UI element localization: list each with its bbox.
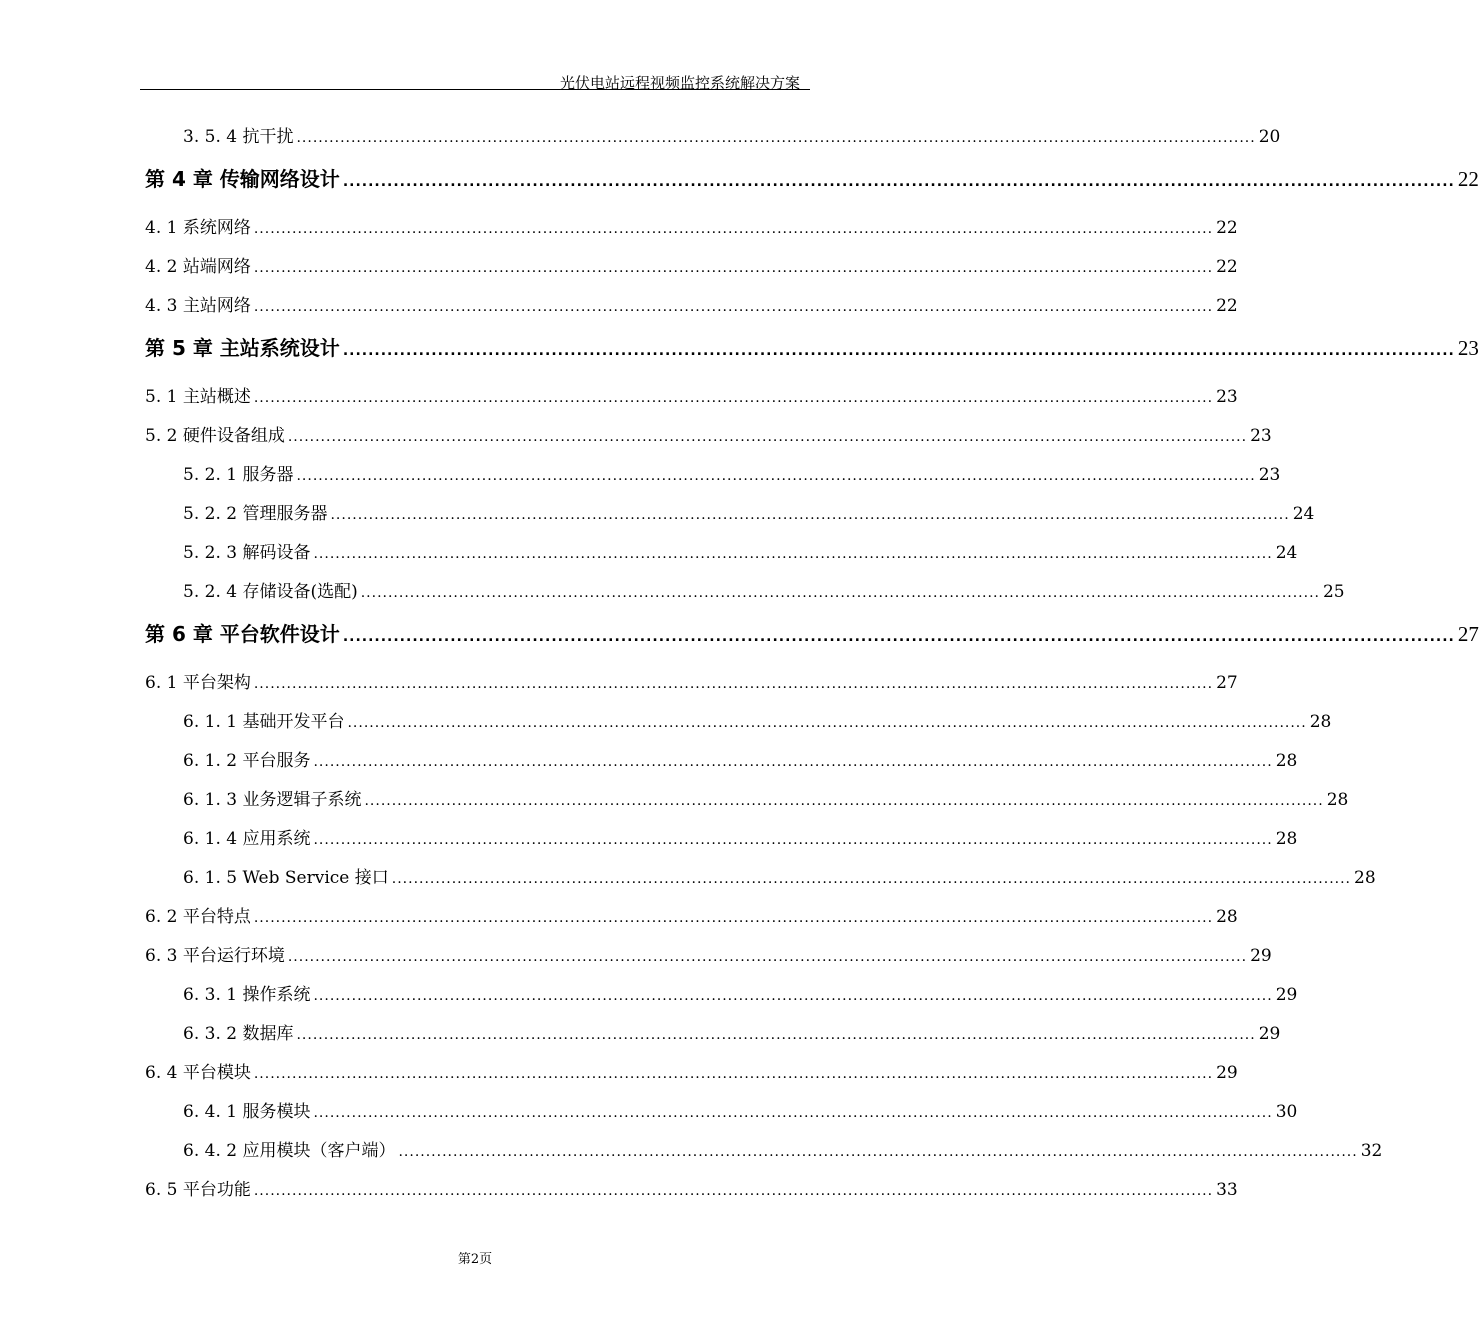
- toc-entry-label: 6. 3. 2 数据库: [183, 1024, 294, 1044]
- toc-leader-dots: ................................................................................................................................................................................: [253, 221, 1214, 237]
- toc-entry-5-2-2: [183, 499, 1315, 524]
- toc-entry-label: 4. 2 站端网络: [145, 257, 251, 277]
- toc-leader-dots: ................................................................................................................................................................................: [342, 174, 1455, 190]
- page-number: 第2页: [457, 1252, 493, 1267]
- toc-entry-page: 24: [1292, 504, 1315, 524]
- toc-chapter-4: [145, 163, 1479, 192]
- toc-entry-page: 27: [1457, 622, 1479, 646]
- toc-entry-page: 23: [1216, 387, 1238, 407]
- toc-entry-page: 30: [1275, 1102, 1298, 1122]
- toc-leader-dots: ................................................................................................................................................................................: [253, 260, 1214, 276]
- toc-leader-dots: ................................................................................................................................................................................: [287, 949, 1248, 965]
- toc-entry-label: 5. 2. 2 管理服务器: [183, 504, 328, 524]
- toc-entry-page: 22: [1457, 167, 1479, 191]
- toc-entry-page: 29: [1250, 946, 1272, 966]
- toc-leader-dots: ................................................................................................................................................................................: [330, 507, 1290, 523]
- toc-leader-dots: ................................................................................................................................................................................: [398, 1144, 1358, 1160]
- toc-entry-label: 5. 2 硬件设备组成: [145, 426, 285, 446]
- toc-leader-dots: ................................................................................................................................................................................: [347, 715, 1307, 731]
- toc-entry-label: 3. 5. 4 抗干扰: [183, 127, 294, 147]
- toc-entry-6-4-2: [183, 1136, 1383, 1161]
- toc-entry-label: 6. 4 平台模块: [145, 1063, 251, 1083]
- toc-entry-page: 28: [1309, 712, 1332, 732]
- toc-entry-6-3-1: [183, 980, 1298, 1005]
- toc-entry-label: 5. 2. 1 服务器: [183, 465, 294, 485]
- toc-entry-5-2: [145, 421, 1272, 446]
- toc-entry-6-4-1: [183, 1097, 1298, 1122]
- toc-leader-dots: ................................................................................................................................................................................: [313, 988, 1273, 1004]
- toc-entry-5-1: [145, 382, 1238, 407]
- toc-entry-label: 4. 3 主站网络: [145, 296, 251, 316]
- header-divider: [140, 89, 810, 90]
- toc-entry-page: 29: [1275, 985, 1298, 1005]
- toc-entry-6-3: [145, 941, 1272, 966]
- document-header-title: 光伏电站远程视频监控系统解决方案: [559, 74, 800, 92]
- toc-entry-6-1-3: [183, 785, 1349, 810]
- toc-leader-dots: ................................................................................................................................................................................: [296, 468, 1256, 484]
- toc-entry-6-1: [145, 668, 1238, 693]
- toc-entry-5-2-4: [183, 577, 1345, 602]
- toc-leader-dots: ................................................................................................................................................................................: [360, 585, 1320, 601]
- toc-entry-label: 6. 1. 5 Web Service 接口: [183, 868, 389, 888]
- toc-entry-6-5: [145, 1175, 1238, 1200]
- toc-entry-6-2: [145, 902, 1238, 927]
- toc-entry-page: 28: [1326, 790, 1349, 810]
- toc-entry-label: 6. 1. 2 平台服务: [183, 751, 311, 771]
- toc-chapter-6: [145, 618, 1479, 647]
- toc-leader-dots: ................................................................................................................................................................................: [296, 1027, 1256, 1043]
- toc-leader-dots: ................................................................................................................................................................................: [253, 676, 1214, 692]
- toc-leader-dots: ................................................................................................................................................................................: [296, 130, 1256, 146]
- toc-entry-page: 28: [1275, 829, 1298, 849]
- toc-entry-5-2-1: [183, 460, 1281, 485]
- toc-leader-dots: ................................................................................................................................................................................: [364, 793, 1324, 809]
- toc-entry-6-4: [145, 1058, 1238, 1083]
- toc-entry-label: 6. 1. 1 基础开发平台: [183, 712, 345, 732]
- toc-entry-label: 6. 1. 4 应用系统: [183, 829, 311, 849]
- toc-entry-page: 22: [1216, 257, 1238, 277]
- toc-leader-dots: ................................................................................................................................................................................: [253, 1183, 1214, 1199]
- toc-entry-page: 20: [1258, 127, 1281, 147]
- toc-entry-page: 33: [1216, 1180, 1238, 1200]
- toc-entry-4-2: [145, 252, 1238, 277]
- toc-entry-page: 27: [1216, 673, 1238, 693]
- toc-entry-3-5-4: [183, 122, 1281, 147]
- toc-entry-label: 6. 4. 2 应用模块（客户端）: [183, 1141, 396, 1161]
- toc-entry-page: 32: [1360, 1141, 1383, 1161]
- toc-leader-dots: ................................................................................................................................................................................: [342, 343, 1455, 359]
- toc-entry-label: 6. 4. 1 服务模块: [183, 1102, 311, 1122]
- toc-leader-dots: ................................................................................................................................................................................: [253, 910, 1214, 926]
- toc-entry-page: 25: [1322, 582, 1345, 602]
- toc-leader-dots: ................................................................................................................................................................................: [342, 629, 1455, 645]
- toc-entry-label: 5. 1 主站概述: [145, 387, 251, 407]
- toc-leader-dots: ................................................................................................................................................................................: [253, 299, 1214, 315]
- toc-entry-label: 6. 3 平台运行环境: [145, 946, 285, 966]
- toc-leader-dots: ................................................................................................................................................................................: [313, 1105, 1273, 1121]
- toc-entry-label: 6. 3. 1 操作系统: [183, 985, 311, 1005]
- toc-entry-6-1-5: [183, 863, 1376, 888]
- toc-entry-label: 6. 5 平台功能: [145, 1180, 251, 1200]
- toc-entry-page: 23: [1457, 336, 1479, 360]
- toc-entry-label: 5. 2. 4 存储设备(选配): [183, 582, 358, 602]
- toc-leader-dots: ................................................................................................................................................................................: [287, 429, 1248, 445]
- toc-entry-label: 4. 1 系统网络: [145, 218, 251, 238]
- toc-entry-label: 第 5 章 主站系统设计: [145, 336, 340, 360]
- toc-entry-page: 24: [1275, 543, 1298, 563]
- toc-entry-6-1-2: [183, 746, 1298, 771]
- toc-entry-label: 第 6 章 平台软件设计: [145, 622, 340, 646]
- toc-entry-page: 23: [1250, 426, 1272, 446]
- toc-entry-page: 23: [1258, 465, 1281, 485]
- toc-entry-page: 28: [1216, 907, 1238, 927]
- toc-entry-6-3-2: [183, 1019, 1281, 1044]
- toc-entry-label: 第 4 章 传输网络设计: [145, 167, 340, 191]
- toc-entry-label: 6. 1. 3 业务逻辑子系统: [183, 790, 362, 810]
- toc-entry-page: 29: [1216, 1063, 1238, 1083]
- toc-leader-dots: ................................................................................................................................................................................: [313, 832, 1273, 848]
- toc-entry-5-2-3: [183, 538, 1298, 563]
- toc-leader-dots: ................................................................................................................................................................................: [313, 754, 1273, 770]
- toc-chapter-5: [145, 332, 1479, 361]
- toc-entry-page: 28: [1354, 868, 1376, 888]
- toc-entry-label: 6. 2 平台特点: [145, 907, 251, 927]
- toc-entry-page: 22: [1216, 296, 1238, 316]
- toc-entry-6-1-1: [183, 707, 1332, 732]
- toc-entry-4-3: [145, 291, 1238, 316]
- toc-leader-dots: ................................................................................................................................................................................: [391, 871, 1351, 887]
- toc-entry-page: 22: [1216, 218, 1238, 238]
- toc-entry-label: 6. 1 平台架构: [145, 673, 251, 693]
- toc-entry-label: 5. 2. 3 解码设备: [183, 543, 311, 563]
- toc-entry-page: 28: [1275, 751, 1298, 771]
- toc-entry-page: 29: [1258, 1024, 1281, 1044]
- toc-entry-4-1: [145, 213, 1238, 238]
- toc-leader-dots: ................................................................................................................................................................................: [253, 1066, 1214, 1082]
- toc-entry-6-1-4: [183, 824, 1298, 849]
- toc-leader-dots: ................................................................................................................................................................................: [253, 390, 1214, 406]
- toc-leader-dots: ................................................................................................................................................................................: [313, 546, 1273, 562]
